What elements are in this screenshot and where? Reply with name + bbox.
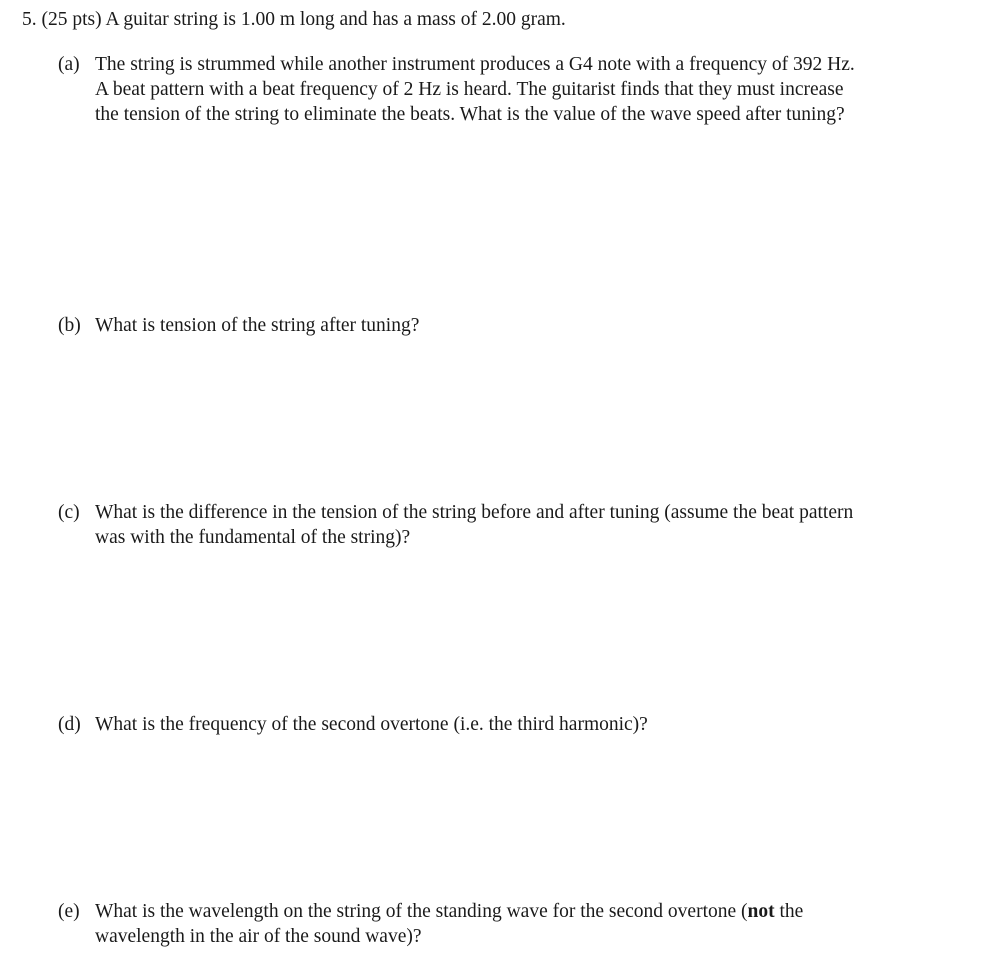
part-e xyxy=(58,899,968,949)
part-e-line-2: wavelength in the air of the sound wave)? xyxy=(95,926,422,947)
part-a-label: (a) xyxy=(58,54,80,75)
part-d-line-1: What is the frequency of the second overtone (i.e. the third harmonic)? xyxy=(95,714,648,735)
part-c-line-2: was with the fundamental of the string)? xyxy=(95,527,411,548)
part-c-line-1: What is the difference in the tension of the string before and after tuning (assume the beat pattern xyxy=(95,502,854,523)
part-a xyxy=(58,52,968,127)
part-b-text xyxy=(95,313,968,338)
part-d-label: (d) xyxy=(58,714,81,735)
part-e-emphasis: not xyxy=(747,901,775,922)
part-c-label: (c) xyxy=(58,502,80,523)
problem-points: (25 pts) xyxy=(41,9,102,30)
part-a-line-2: A beat pattern with a beat frequency of 2 Hz is heard. The guitarist finds that they must increase xyxy=(95,79,844,100)
part-b-line-1: What is tension of the string after tuning? xyxy=(95,315,420,336)
part-e-text xyxy=(95,899,968,949)
part-a-line-1: The string is strummed while another instrument produces a G4 note with a frequency of 392 Hz. xyxy=(95,54,855,75)
part-c xyxy=(58,500,968,550)
part-b xyxy=(58,313,968,338)
part-a-line-3: the tension of the string to eliminate the beats. What is the value of the wave speed after tuning? xyxy=(95,104,845,125)
part-e-label: (e) xyxy=(58,901,80,922)
part-e-line-1 xyxy=(95,899,968,924)
part-c-text xyxy=(95,500,968,550)
part-d xyxy=(58,712,968,737)
part-e-line-1-pre: What is the wavelength on the string of the standing wave for the second overtone ( xyxy=(95,901,748,922)
part-b-label: (b) xyxy=(58,315,81,336)
problem-header xyxy=(22,7,566,32)
problem-number: 5. xyxy=(22,9,37,30)
part-e-line-1-post: the xyxy=(774,901,804,922)
part-a-text xyxy=(95,52,968,127)
problem-statement: A guitar string is 1.00 m long and has a mass of 2.00 gram. xyxy=(105,9,566,30)
part-d-text xyxy=(95,712,968,737)
